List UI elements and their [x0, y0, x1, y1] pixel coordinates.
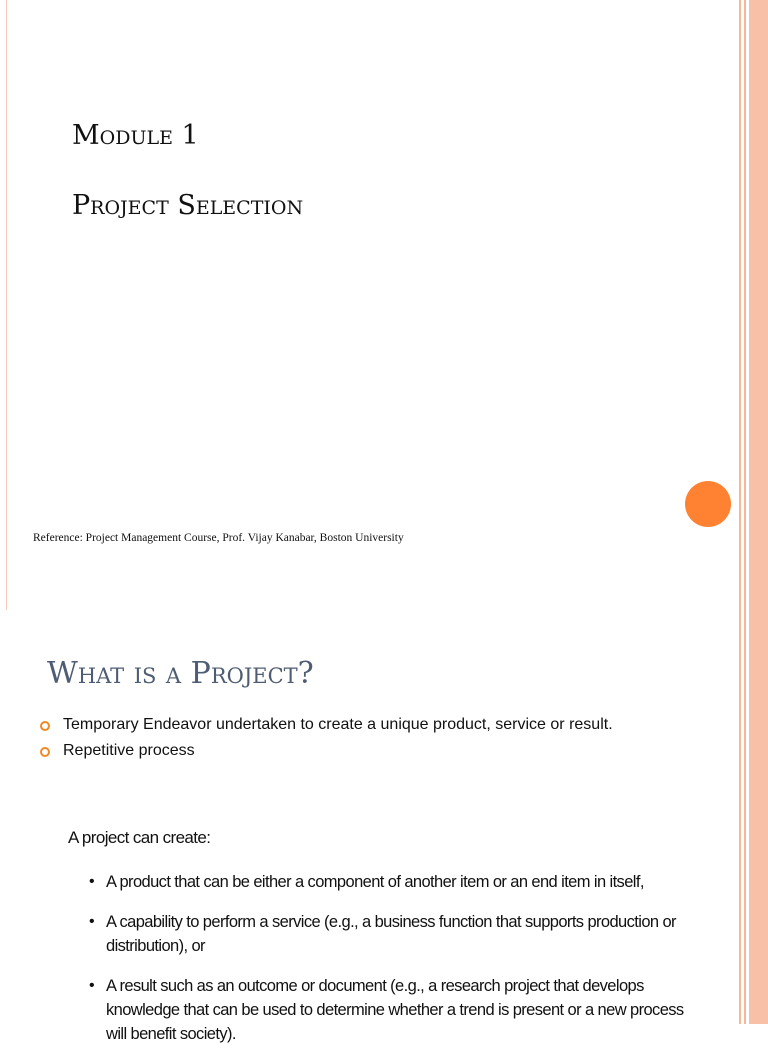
module-subtitle: Project Selection [72, 190, 304, 221]
slide-left-border [6, 0, 7, 610]
create-intro: A project can create: [68, 828, 211, 847]
decor-stripe-wide [749, 610, 768, 1024]
slide-heading: What is a Project? [47, 656, 314, 691]
decor-stripe-wide [749, 0, 768, 610]
bullet-text: Temporary Endeavor undertaken to create a unique product, service or result. [63, 716, 613, 733]
hollow-circle-bullet-icon [40, 747, 50, 757]
decor-stripe-thin [739, 0, 741, 610]
bullet-item [40, 738, 613, 764]
create-item [68, 910, 688, 958]
orange-circle-icon [685, 481, 731, 527]
module-title: Module 1 [72, 120, 199, 151]
project-outputs-block [68, 828, 688, 1062]
bullet-dot-icon: • [89, 977, 95, 994]
bullet-item [40, 712, 613, 738]
decor-stripe-thin [744, 610, 746, 1024]
create-item-text: A result such as an outcome or document (e.g., a research project that develops knowledge that can be used to determine whether a trend is present or a new process will benefit society). [106, 977, 684, 1043]
slide-what-is-project [0, 610, 768, 1043]
bullet-list [40, 712, 613, 764]
create-item-text: A capability to perform a service (e.g., a business function that supports production or distribution), or [106, 913, 676, 955]
reference-text: Reference: Project Management Course, Prof. Vijay Kanabar, Boston University [33, 532, 404, 544]
decor-stripe-thin [744, 0, 746, 610]
create-item [68, 870, 688, 894]
hollow-circle-bullet-icon [40, 721, 50, 731]
create-list [68, 870, 688, 1046]
create-item [68, 974, 688, 1046]
decor-stripe-thin [739, 610, 741, 1024]
bullet-text: Repetitive process [63, 742, 195, 759]
create-item-text: A product that can be either a component of another item or an end item in itself, [106, 873, 644, 891]
bullet-dot-icon: • [89, 873, 95, 890]
bullet-dot-icon: • [89, 913, 95, 930]
